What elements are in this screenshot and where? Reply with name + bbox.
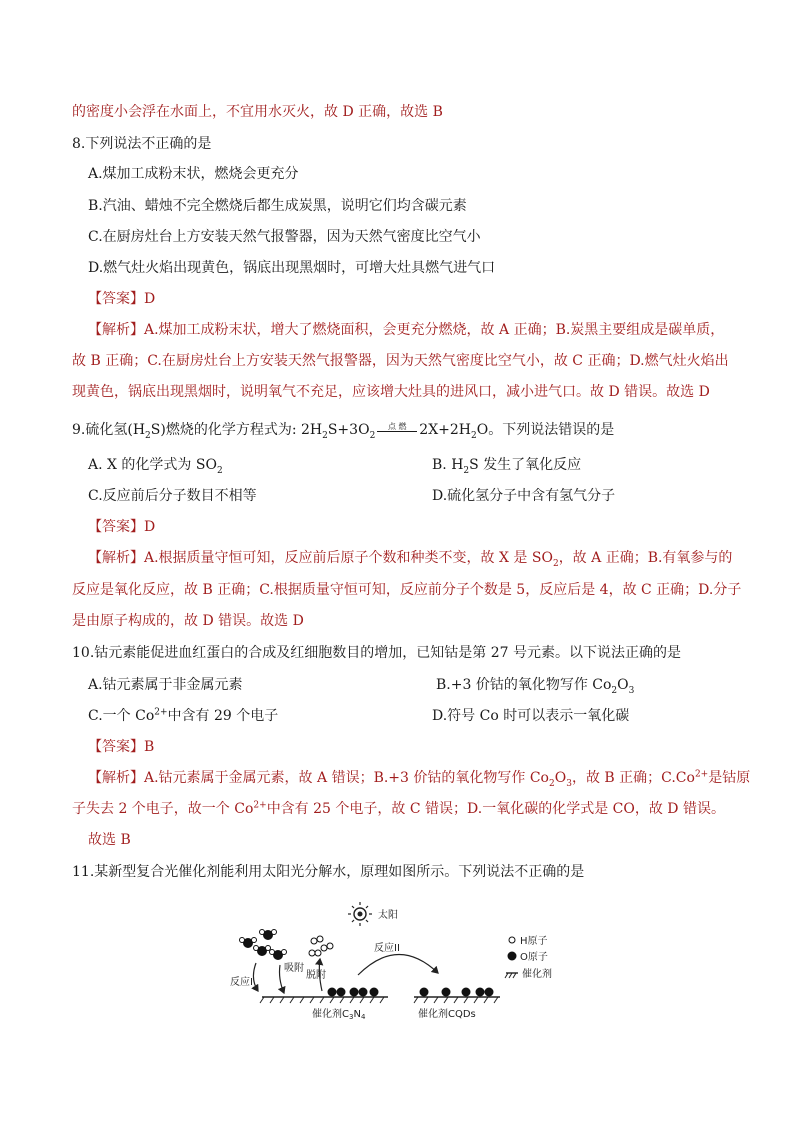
q8-answer: 【答案】D: [88, 291, 156, 307]
legend-o-atom: O原子: [520, 952, 548, 963]
catalyst-cqds-label: 催化剂CQDs: [418, 1009, 476, 1020]
reaction-condition: 点 燃: [375, 423, 419, 437]
legend-catalyst: 催化剂: [522, 969, 552, 980]
catalyst-surface-left: [260, 988, 388, 1004]
catalyst-surface-right: [414, 988, 500, 1004]
q10-explanation-1: 【解析】A.钴元素属于金属元素，故 A 错误；B.+3 价钴的氧化物写作 $Co_2O_3$，故 B 正确；$C.Co^{2+}$是钴原: [88, 769, 751, 789]
o-atom-icon: [508, 952, 517, 961]
line-prev-answer: 的密度小会浮在水面上，不宜用水灭火，故 D 正确，故选 B: [72, 104, 443, 120]
q8-option-b: B.汽油、蜡烛不完全燃烧后都生成炭黑，说明它们均含碳元素: [88, 198, 467, 214]
q10-answer: 【答案】B: [88, 739, 155, 755]
q9-explanation-1: 【解析】A.根据质量守恒可知，反应前后原子个数和种类不变，故 X 是 $SO_2$，故 A 正确；B.有氧参与的: [88, 550, 733, 569]
question-11: 11.某新型复合光催化剂能利用太阳光分解水，原理如图所示。下列说法不正确的是: [72, 864, 585, 880]
q9-option-b: B. $H_2S$ 发生了氧化反应: [432, 457, 582, 476]
q9-option-c: C.反应前后分子数目不相等: [88, 488, 257, 504]
legend: [505, 935, 552, 980]
q8-option-c: C.在厨房灶台上方安装天然气报警器，因为天然气密度比空气小: [88, 229, 481, 245]
q10-explanation-3: 故选 B: [88, 832, 131, 848]
q9-explanation-3: 是由原子构成的，故 D 错误。故选 D: [72, 613, 304, 629]
q10-option-c: C.一个 $Co^{2+}$中含有 29 个电子: [88, 707, 279, 724]
q10-option-d: D.符号 Co 时可以表示一氧化碳: [432, 708, 630, 724]
legend-h-atom: H原子: [520, 936, 548, 947]
reaction2-label: 反应II: [374, 943, 400, 954]
sun-icon: [348, 902, 372, 926]
catalyst-icon: [505, 973, 518, 978]
q8-explanation-3: 现黄色，锅底出现黑烟时，说明氧气不充足，应该增大灶具的进风口，减小进气口。故 D 错误。故选 D: [72, 384, 710, 400]
adsorb-label: 吸附: [284, 963, 304, 974]
q9-option-d: D.硫化氢分子中含有氢气分子: [432, 488, 616, 504]
q9-option-a: A. X 的化学式为 $SO_2$: [88, 457, 223, 476]
sun-label: 太阳: [378, 910, 398, 921]
question-10: 10.钴元素能促进血红蛋白的合成及红细胞数目的增加，已知钴是第 27 号元素。以下说法正确的是: [72, 645, 681, 661]
desorb-label: 脱附: [306, 970, 326, 981]
question-9: 9.硫化氢$(H_2S)$燃烧的化学方程式为: $2H_2S+3O_2$ 点 燃 $2X+2H_2O$。下列说法错误的是: [72, 422, 615, 441]
q8-option-a: A.煤加工成粉末状，燃烧会更充分: [88, 166, 299, 182]
catalyst-c3n4-label: 催化剂$C_3N_4$: [312, 1009, 366, 1021]
q10-option-a: A.钴元素属于非金属元素: [88, 677, 243, 693]
reaction1-label: 反应I: [230, 977, 253, 988]
q9-explanation-2: 反应是氧化反应，故 B 正确；C.根据质量守恒可知，反应前分子个数是 5，反应后是 4，故 C 正确；D.分子: [72, 582, 742, 598]
q10-explanation-2: 子失去 2 个电子，故一个 $Co^{2+}$中含有 25 个电子，故 C 错误；D.一氧化碳的化学式是 CO，故 D 错误。: [72, 800, 725, 817]
photocatalysis-diagram: [228, 893, 568, 1023]
hydrogen-molecules: [309, 936, 333, 956]
q8-option-d: D.燃气灶火焰出现黄色，锅底出现黑烟时，可增大灶具燃气进气口: [88, 260, 496, 276]
q8-explanation-1: 【解析】A.煤加工成粉末状，增大了燃烧面积，会更充分燃烧，故 A 正确；B.炭黑主要组成是碳单质，: [88, 322, 725, 338]
q8-explanation-2: 故 B 正确；C.在厨房灶台上方安装天然气报警器，因为天然气密度比空气小，故 C 正确；D.燃气灶火焰出: [72, 353, 729, 369]
h-atom-icon: [509, 937, 515, 943]
q10-option-b: B.+3 价钴的氧化物写作 $Co_2O_3$: [436, 677, 635, 696]
question-8: 8.下列说法不正确的是: [72, 136, 212, 152]
water-molecules-left: [240, 930, 287, 960]
q9-answer: 【答案】D: [88, 519, 156, 535]
